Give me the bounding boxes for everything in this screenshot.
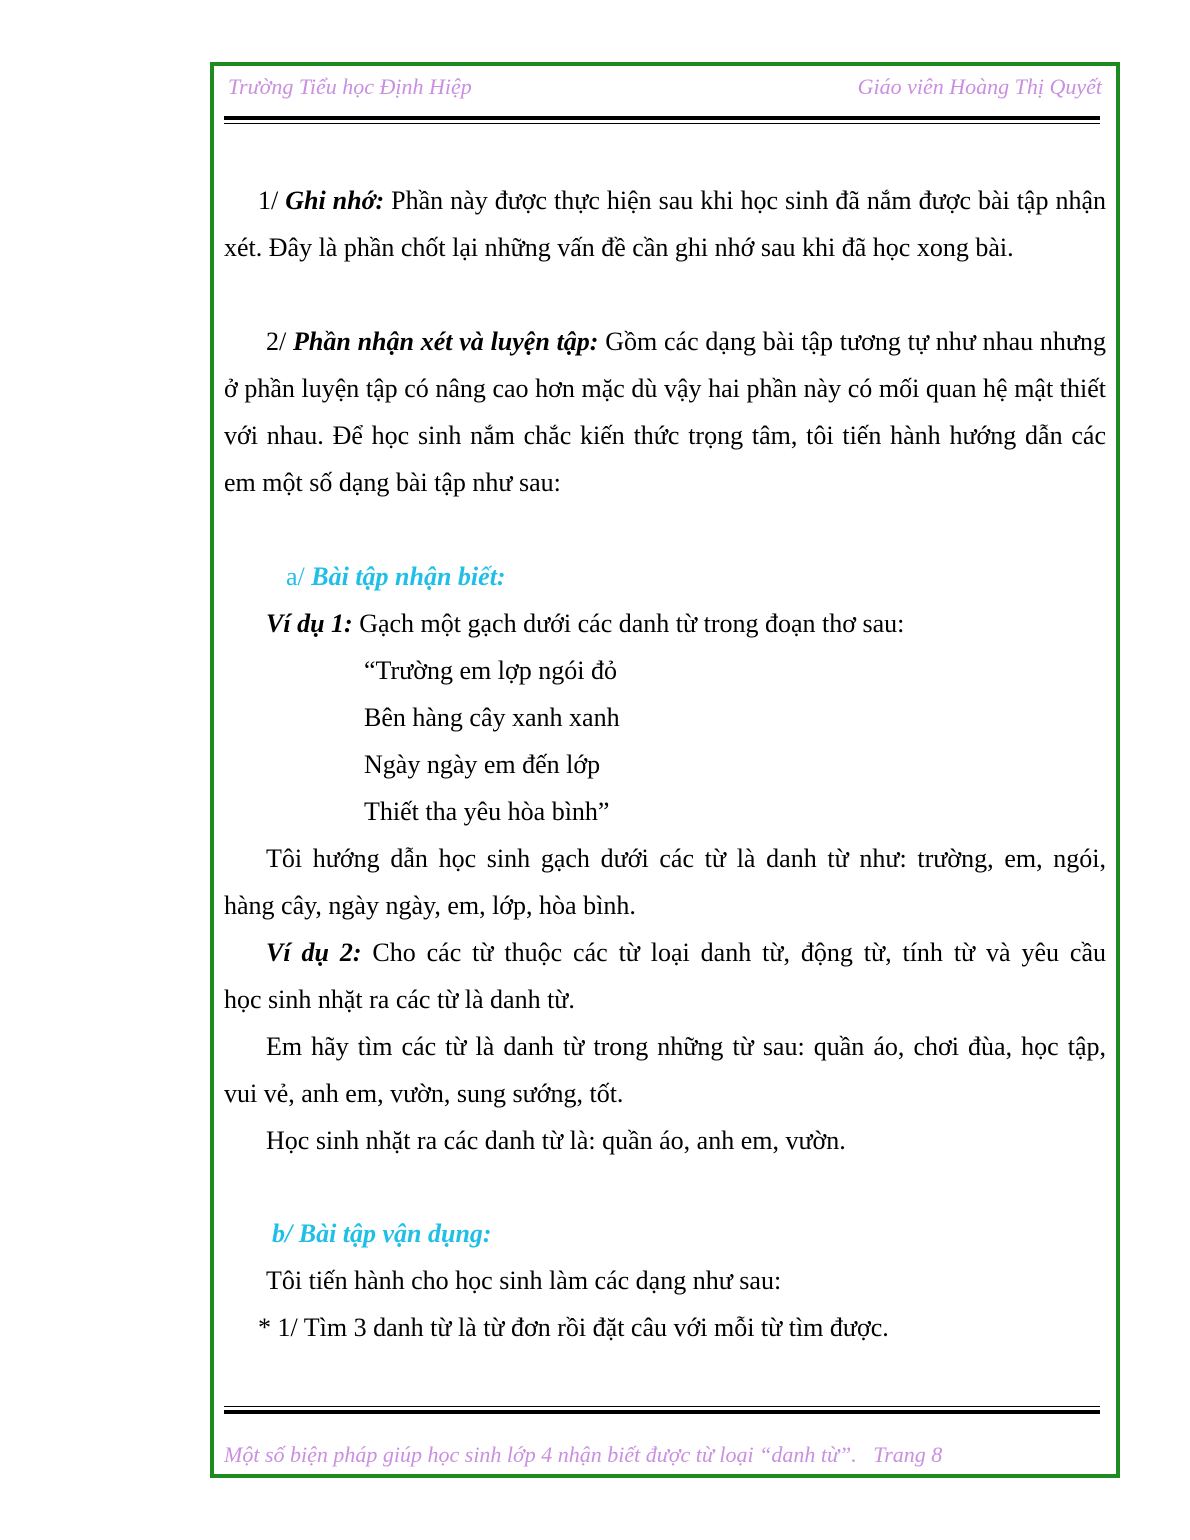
example-2-task-2: vui vẻ, anh em, vườn, sung sướng, tốt. xyxy=(224,1079,624,1108)
example-2-answer: Học sinh nhặt ra các danh từ là: quần áo, anh em, vườn. xyxy=(266,1126,846,1155)
poem-line: Thiết tha yêu hòa bình” xyxy=(364,797,610,826)
footer xyxy=(224,1442,942,1468)
footer-rule-thin xyxy=(224,1406,1100,1407)
example-1: Ví dụ 1: Gạch một gạch dưới các danh từ trong đoạn thơ sau: xyxy=(266,609,905,638)
example-1-label: Ví dụ 1: xyxy=(266,609,353,638)
page-number: Trang 8 xyxy=(873,1442,943,1467)
header-rule-thin xyxy=(224,123,1100,124)
example-1-explain-2: hàng cây, ngày ngày, em, lớp, hòa bình. xyxy=(224,891,636,920)
section-1-title: Ghi nhớ: xyxy=(285,186,385,215)
example-2: Ví dụ 2: Cho các từ thuộc các từ loại danh từ, động từ, tính từ và yêu cầu xyxy=(266,938,1107,967)
header-teacher: Giáo viên Hoàng Thị Quyết xyxy=(857,74,1102,99)
footer-title: Một số biện pháp giúp học sinh lớp 4 nhận biết được từ loại “danh từ”. xyxy=(224,1442,857,1467)
part-b-intro: Tôi tiến hành cho học sinh làm các dạng như sau: xyxy=(266,1266,782,1295)
part-b-item-1: * 1/ Tìm 3 danh từ là từ đơn rồi đặt câu với mỗi từ tìm được. xyxy=(258,1313,889,1342)
footer-rule-thick xyxy=(224,1410,1100,1414)
poem-line: Bên hàng cây xanh xanh xyxy=(364,703,620,732)
header-school: Trường Tiểu học Định Hiệp xyxy=(228,74,472,99)
example-2-label: Ví dụ 2: xyxy=(266,938,362,967)
poem-line: “Trường em lợp ngói đỏ xyxy=(364,656,617,685)
section-2: 2/ Phần nhận xét và luyện tập: Gồm các dạng bài tập tương tự như nhau nhưng ở phần luyện tập có nâng cao hơn mặc dù vậy hai phần này có mối quan hệ mật thiết với nhau. Để học sinh nắm chắc kiến thức trọng tâm, tôi tiến hành hướng dẫn các em một số dạng bài tập như sau: xyxy=(224,327,1106,497)
part-b-heading: b/ Bài tập vận dụng: xyxy=(272,1219,492,1248)
part-a-heading: a/ Bài tập nhận biết: xyxy=(286,562,506,591)
example-2-text-2: học sinh nhặt ra các từ là danh từ. xyxy=(224,985,575,1014)
section-1: 1/ Ghi nhớ: Phần này được thực hiện sau khi học sinh đã nắm được bài tập nhận xét. Đây là phần chốt lại những vấn đề cần ghi nhớ sau khi đã học xong bài. xyxy=(224,186,1106,262)
example-1-explain-1: Tôi hướng dẫn học sinh gạch dưới các từ là danh từ như: trường, em, ngói, xyxy=(266,844,1106,873)
section-2-title: Phần nhận xét và luyện tập: xyxy=(293,327,599,356)
example-2-task-1: Em hãy tìm các từ là danh từ trong những từ sau: quần áo, chơi đùa, học tập, xyxy=(266,1032,1106,1061)
poem-line: Ngày ngày em đến lớp xyxy=(364,750,601,779)
header-rule-thick xyxy=(224,116,1100,120)
